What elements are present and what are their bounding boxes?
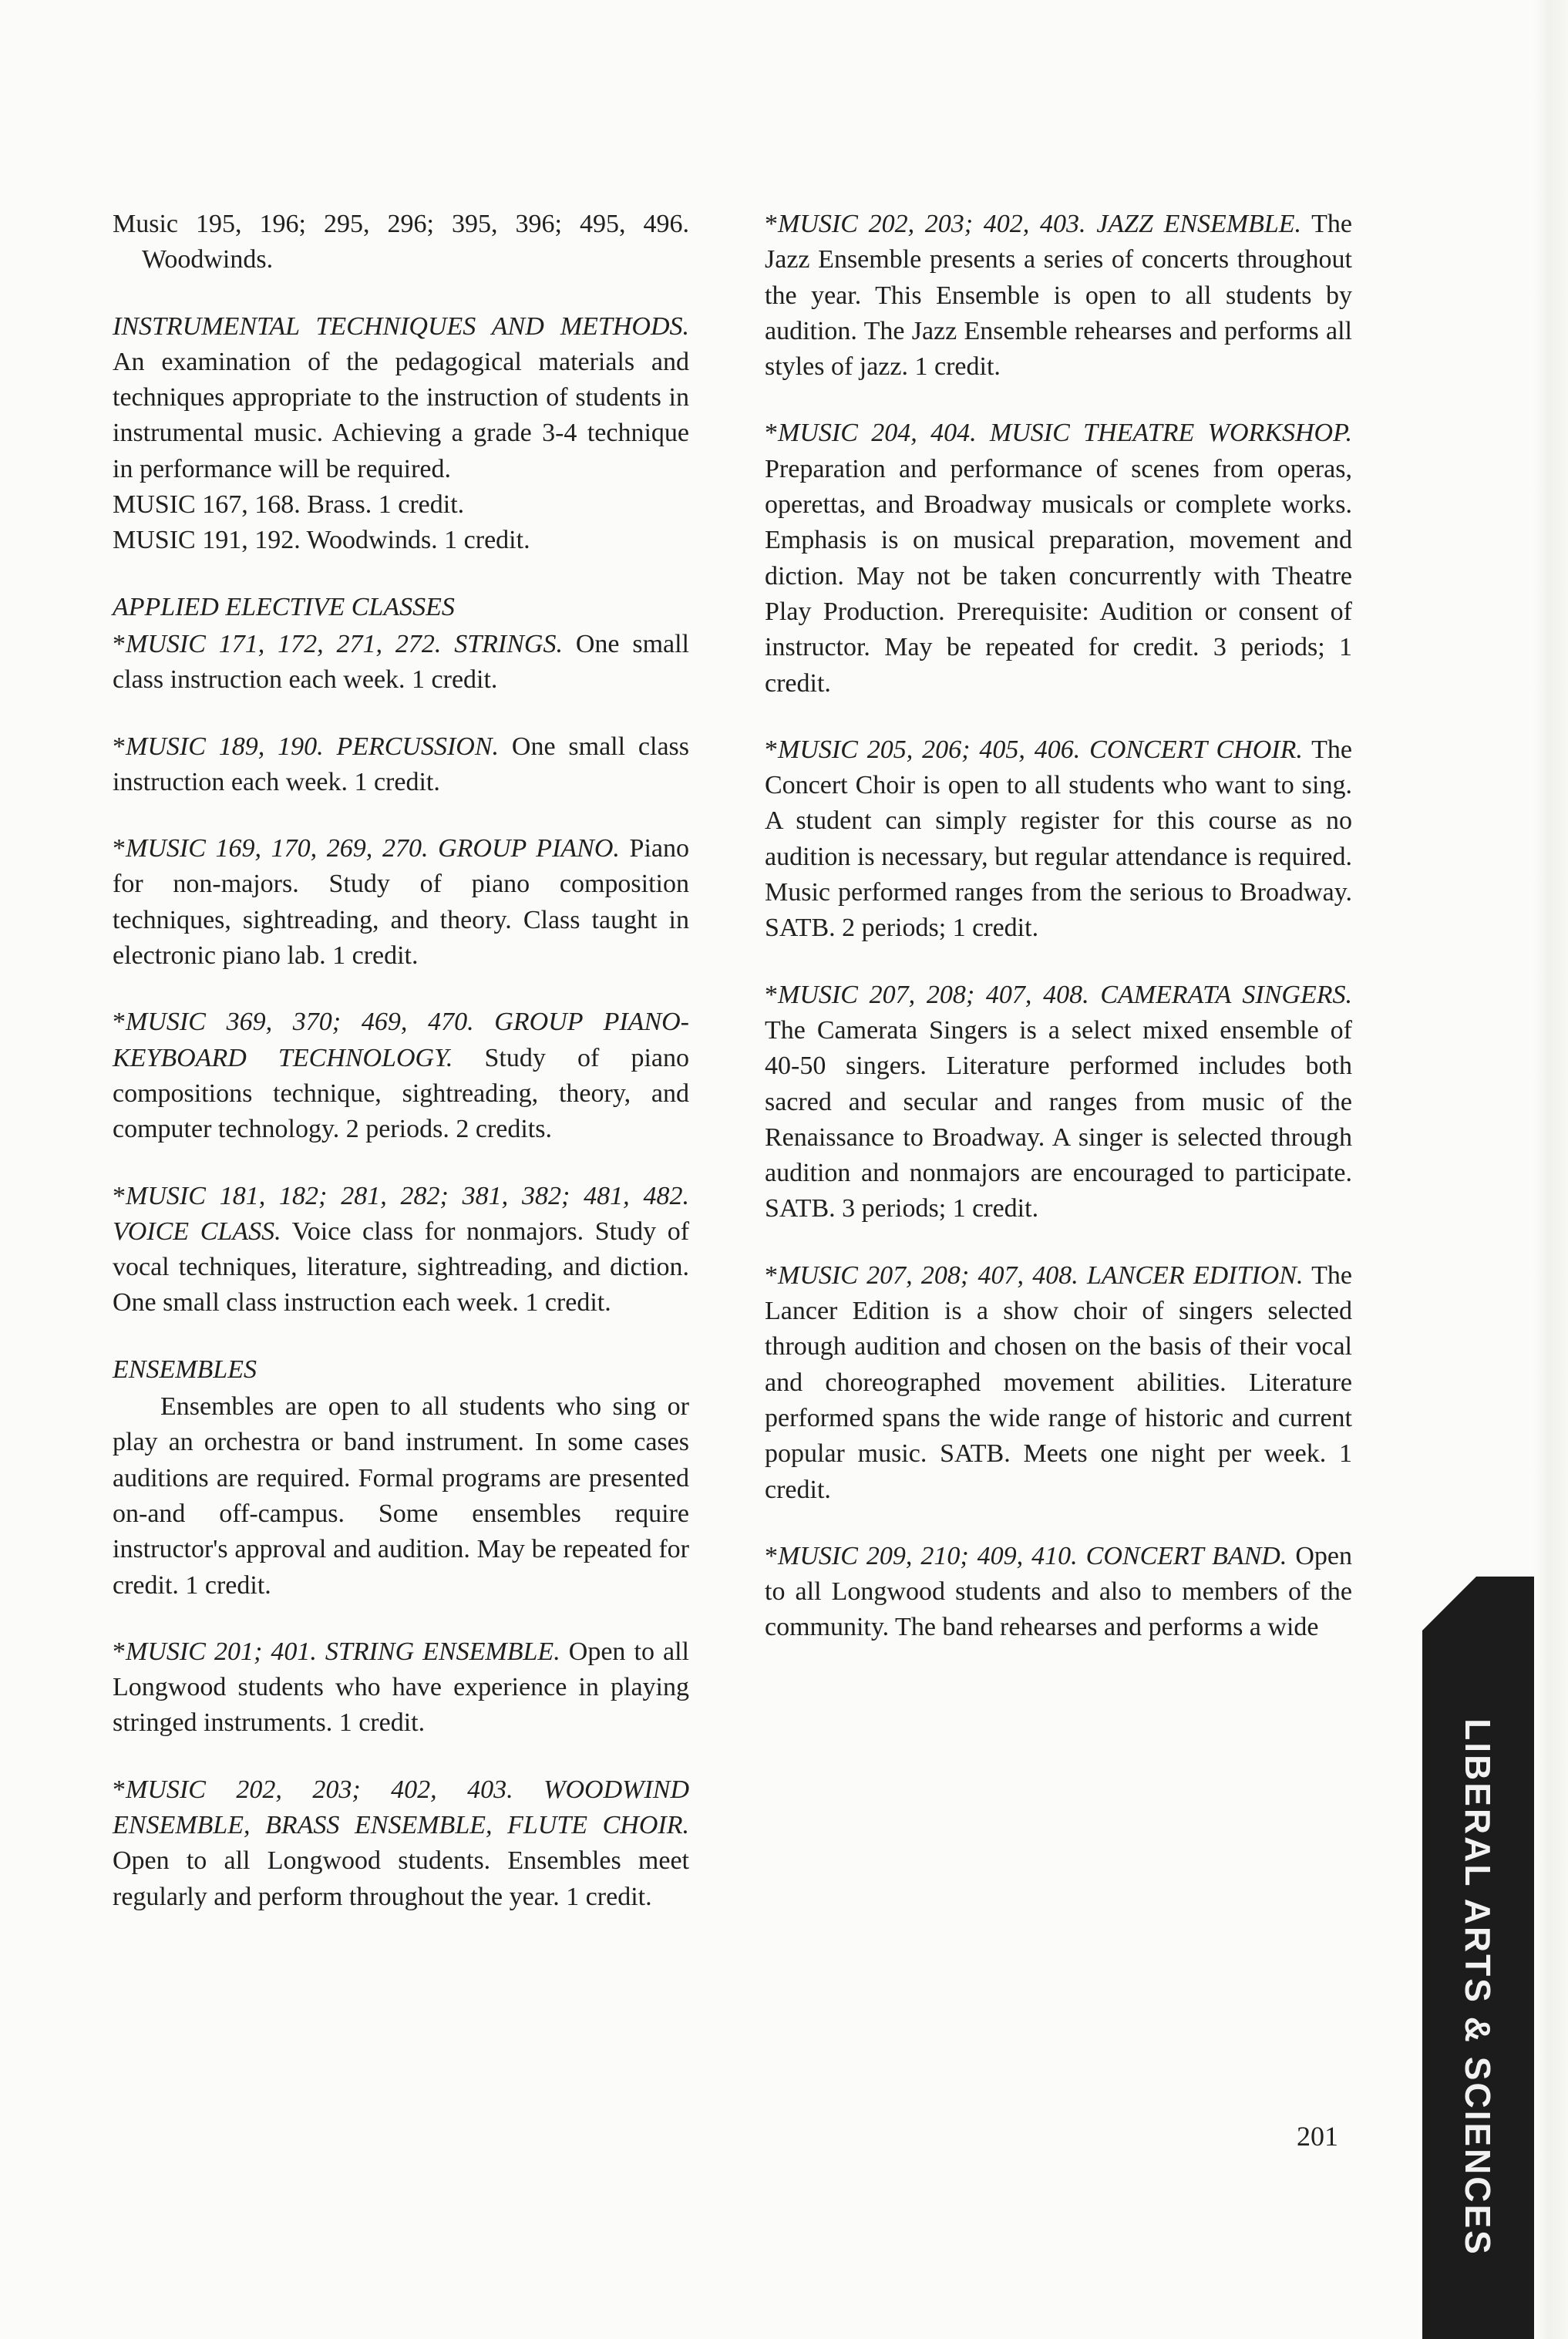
course-description: Open to all Longwood students and also to members of the community. The band rehearses and performs a wide <box>765 1541 1353 1642</box>
course-title: MUSIC 201; 401. STRING ENSEMBLE. <box>126 1637 560 1666</box>
star-marker: * <box>765 980 778 1009</box>
course-title: MUSIC 204, 404. MUSIC THEATRE WORKSHOP. <box>778 419 1352 448</box>
star-marker: * <box>765 1541 778 1570</box>
woodwinds-course-line: MUSIC 191, 192. Woodwinds. 1 credit. <box>113 526 530 555</box>
camerata-singers-entry <box>765 978 1352 1227</box>
course-description: One small class instruction each week. 1 credit. <box>113 732 689 796</box>
intro-text: Music 195, 196; 295, 296; 395, 396; 495, 496. Woodwinds. <box>113 210 689 274</box>
course-description: Preparation and performance of scenes from operas, operettas, and Broadway musicals or complete works. Emphasis is on musical preparation, movement and diction. May not be taken concurrently with Theatre Play Production. Prerequisite: Audition or consent of instructor. May be repeated for credit. 3 periods; 1 credit. <box>765 454 1352 698</box>
jazz-ensemble-entry <box>765 207 1352 385</box>
star-marker: * <box>765 735 778 764</box>
right-column <box>765 207 1352 1646</box>
voice-class-entry <box>113 1179 689 1321</box>
star-marker: * <box>113 732 126 761</box>
star-marker: * <box>765 419 778 448</box>
course-description: The Lancer Edition is a show choir of singers selected through audition and chosen on the basis of their vocal and choreographed movement abilities. Literature performed spans the wide range of historic and current popular music. SATB. Meets one night per week. 1 credit. <box>765 1260 1352 1504</box>
star-marker: * <box>113 1008 126 1037</box>
course-description: The Camerata Singers is a select mixed ensemble of 40-50 singers. Literature performed includes both sacred and secular and ranges from music of the Renaissance to Broadway. A singer is selected through audition and nonmajors are encouraged to participate. SATB. 3 periods; 1 credit. <box>765 1015 1352 1223</box>
course-title: MUSIC 169, 170, 269, 270. GROUP PIANO. <box>126 834 620 863</box>
lancer-edition-entry <box>765 1258 1352 1508</box>
applied-elective-heading: APPLIED ELECTIVE CLASSES <box>113 592 455 621</box>
course-title: MUSIC 181, 182; 281, 282; 381, 382; 481, 482. VOICE CLASS. <box>113 1181 689 1246</box>
star-marker: * <box>765 210 778 238</box>
course-description: Piano for non-majors. Study of piano composition techniques, sightreading, and theory. Class taught in electronic piano lab. 1 credit. <box>113 834 689 971</box>
page-number: 201 <box>1297 2121 1338 2152</box>
course-title: MUSIC 207, 208; 407, 408. CAMERATA SINGERS. <box>778 980 1352 1009</box>
side-tab-corner-fold <box>1422 1577 1476 1631</box>
percussion-entry <box>113 729 689 801</box>
brass-course-line: MUSIC 167, 168. Brass. 1 credit. <box>113 490 465 520</box>
strings-entry <box>113 627 689 698</box>
course-description: Voice class for nonmajors. Study of vocal techniques, literature, sightreading, and diction. One small class instruction each week. 1 credit. <box>113 1217 690 1318</box>
star-marker: * <box>113 1775 126 1804</box>
star-marker: * <box>765 1260 778 1290</box>
course-description: Open to all Longwood students who have experience in playing stringed instruments. 1 credit. <box>113 1637 689 1738</box>
course-title: MUSIC 369, 370; 469, 470. GROUP PIANO-KEYBOARD TECHNOLOGY. <box>113 1008 689 1072</box>
course-description: An examination of the pedagogical materials and techniques appropriate to the instruction of students in instrumental music. Achieving a grade 3-4 technique in performance will be required. <box>113 347 689 483</box>
course-title: MUSIC 171, 172, 271, 272. STRINGS. <box>126 629 563 658</box>
left-column <box>113 207 689 1915</box>
music-theatre-entry <box>765 416 1352 701</box>
side-tab-label: LIBERAL ARTS & SCIENCES <box>1458 1718 1498 2257</box>
star-marker: * <box>113 1637 126 1666</box>
course-title: MUSIC 189, 190. PERCUSSION. <box>126 732 500 761</box>
course-title: MUSIC 202, 203; 402, 403. JAZZ ENSEMBLE. <box>778 210 1302 238</box>
course-description: Study of piano compositions technique, sightreading, theory, and computer technology. 2 periods. 2 credits. <box>113 1043 689 1144</box>
keyboard-technology-entry <box>113 1005 689 1147</box>
group-piano-entry <box>113 831 689 974</box>
course-title: INSTRUMENTAL TECHNIQUES AND METHODS. <box>113 311 689 341</box>
ensembles-heading: ENSEMBLES <box>113 1355 257 1384</box>
course-description: The Concert Choir is open to all students who want to sing. A student can simply register for this course as no audition is necessary, but regular attendance is required. Music performed ranges from the serious to Broadway. SATB. 2 periods; 1 credit. <box>765 735 1352 943</box>
course-title: MUSIC 207, 208; 407, 408. LANCER EDITION. <box>778 1260 1304 1290</box>
star-marker: * <box>113 629 126 658</box>
course-title: MUSIC 209, 210; 409, 410. CONCERT BAND. <box>778 1541 1287 1570</box>
course-description: Open to all Longwood students. Ensembles meet regularly and perform throughout the year. 1 credit. <box>113 1846 689 1911</box>
instrumental-techniques-entry <box>113 309 689 559</box>
star-marker: * <box>113 1181 126 1210</box>
course-description: One small class instruction each week. 1 credit. <box>113 629 690 695</box>
page-edge-shadow <box>1534 0 1568 2339</box>
course-description: The Jazz Ensemble presents a series of concerts throughout the year. This Ensemble is open to all students by audition. The Jazz Ensemble rehearses and performs all styles of jazz. 1 credit. <box>765 210 1353 382</box>
woodwinds-intro-entry <box>113 207 689 278</box>
concert-band-entry <box>765 1539 1352 1646</box>
woodwind-ensemble-entry <box>113 1772 689 1915</box>
course-title: MUSIC 205, 206; 405, 406. CONCERT CHOIR. <box>778 735 1303 764</box>
ensembles-description: Ensembles are open to all students who sing or play an orchestra or band instrument. In some cases auditions are required. Formal programs are presented on-and off-campus. Some ensembles require instructor's approval and audition. May be repeated for credit. 1 credit. <box>113 1392 689 1600</box>
concert-choir-entry <box>765 732 1352 947</box>
string-ensemble-entry <box>113 1634 689 1742</box>
course-title: MUSIC 202, 203; 402, 403. WOODWIND ENSEMBLE, BRASS ENSEMBLE, FLUTE CHOIR. <box>113 1775 689 1839</box>
star-marker: * <box>113 834 126 863</box>
